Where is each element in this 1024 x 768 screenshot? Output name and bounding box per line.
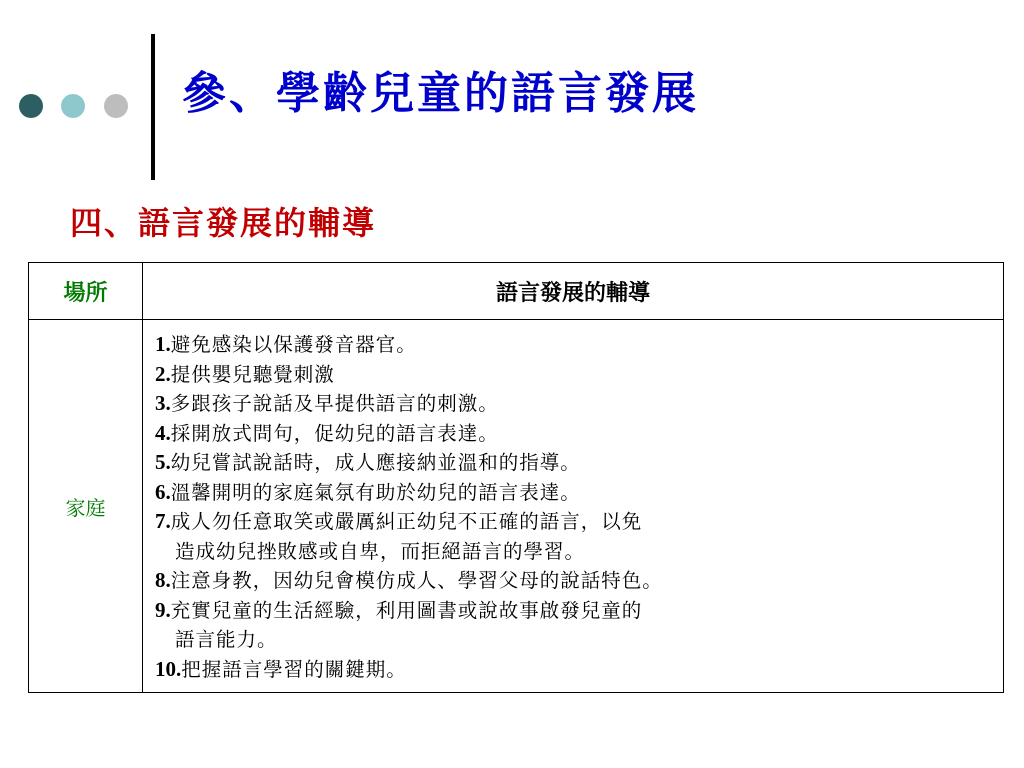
list-item xyxy=(155,507,997,566)
decorative-dot-mid xyxy=(61,94,85,118)
item-number: 9. xyxy=(155,597,171,622)
item-number: 6. xyxy=(155,479,171,504)
item-number: 8. xyxy=(155,568,171,592)
item-number: 10. xyxy=(155,656,182,681)
place-cell: 家庭 xyxy=(29,320,143,693)
list-item xyxy=(155,596,997,655)
list-item xyxy=(155,448,997,478)
decorative-dot-light xyxy=(104,94,128,118)
item-number: 1. xyxy=(155,332,171,356)
item-number: 4. xyxy=(155,420,171,445)
item-text: 充實兒童的生活經驗，利用圖書或說故事啟發兒童的 xyxy=(170,598,643,622)
list-item xyxy=(155,389,997,419)
item-text: 提供嬰兒聽覺刺激 xyxy=(170,362,335,386)
table-row xyxy=(29,320,1004,693)
list-item xyxy=(155,360,997,390)
item-text: 注意身教，因幼兒會模仿成人、學習父母的說話特色。 xyxy=(170,569,663,592)
list-item xyxy=(155,566,997,596)
item-number: 3. xyxy=(155,391,171,415)
guidance-list-cell xyxy=(143,320,1004,693)
slide-title: 參、學齡兒童的語言發展 xyxy=(182,68,699,119)
item-text: 溫馨開明的家庭氣氛有助於幼兒的語言表達。 xyxy=(170,480,581,504)
list-item xyxy=(155,655,997,685)
list-item xyxy=(155,419,997,449)
item-number: 5. xyxy=(155,450,171,474)
item-number: 7. xyxy=(155,509,171,533)
decorative-dot-dark xyxy=(19,94,43,118)
item-number: 2. xyxy=(155,361,171,386)
list-item xyxy=(155,478,997,508)
item-text: 成人勿任意取笑或嚴厲糾正幼兒不正確的語言，以免 xyxy=(170,510,643,533)
header-guidance: 語言發展的輔導 xyxy=(143,263,1004,320)
item-text: 多跟孩子說話及早提供語言的刺激。 xyxy=(170,392,499,415)
list-item xyxy=(155,330,997,360)
item-text: 幼兒嘗試說話時，成人應接納並溫和的指導。 xyxy=(170,451,581,474)
item-text: 避免感染以保護發音器官。 xyxy=(170,333,417,356)
guidance-table xyxy=(28,262,1004,693)
title-divider-line xyxy=(151,34,155,180)
item-text: 把握語言學習的關鍵期。 xyxy=(181,657,407,681)
item-text-continued: 語言能力。 xyxy=(175,628,278,651)
section-subtitle: 四、語言發展的輔導 xyxy=(70,204,377,242)
table-header-row xyxy=(29,263,1004,320)
header-place: 場所 xyxy=(29,263,143,320)
item-text: 採開放式問句，促幼兒的語言表達。 xyxy=(170,421,499,445)
item-text-continued: 造成幼兒挫敗感或自卑，而拒絕語言的學習。 xyxy=(175,539,586,563)
